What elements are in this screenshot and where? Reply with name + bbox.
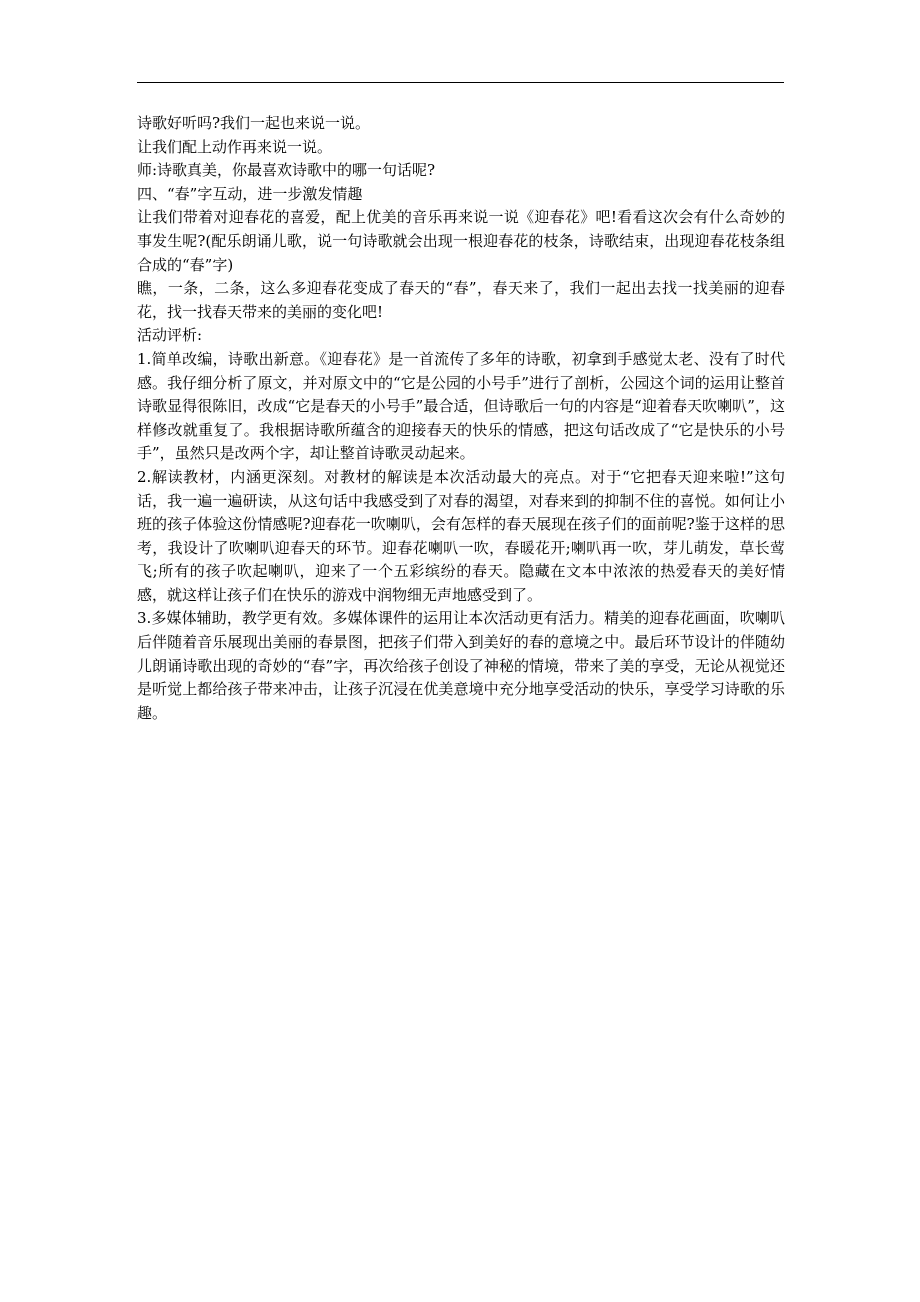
document-body — [137, 112, 785, 725]
paragraph: 1.简单改编，诗歌出新意。《迎春花》是一首流传了多年的诗歌，初拿到手感觉太老、没有了时代感。我仔细分析了原文，并对原文中的“它是公园的小号手”进行了剖析，公园这个词的运用让整首诗歌显得很陈旧，改成“它是春天的小号手”最合适，但诗歌后一句的内容是“迎着春天吹喇叭”，这样修改就重复了。我根据诗歌所蕴含的迎接春天的快乐的情感，把这句话改成了“它是快乐的小号手”，虽然只是改两个字，却让整首诗歌灵动起来。 — [137, 349, 785, 463]
paragraph: 3.多媒体辅助，教学更有效。多媒体课件的运用让本次活动更有活力。精美的迎春花画面，吹喇叭后伴随着音乐展现出美丽的春景图，把孩子们带入到美好的春的意境之中。最后环节设计的伴随幼儿朗诵诗歌出现的奇妙的“春”字，再次给孩子创设了神秘的情境，带来了美的享受，无论从视觉还是听觉上都给孩子带来冲击，让孩子沉浸在优美意境中充分地享受活动的快乐，享受学习诗歌的乐趣。 — [137, 609, 785, 722]
paragraph: 让我们带着对迎春花的喜爱，配上优美的音乐再来说一说《迎春花》吧!看看这次会有什么奇妙的事发生呢?(配乐朗诵儿歌，说一句诗歌就会出现一根迎春花的枝条，诗歌结束，出现迎春花枝条组合成的“春”字) — [137, 208, 785, 274]
paragraph-line: 师:诗歌真美，你最喜欢诗歌中的哪一句话呢? — [137, 161, 436, 180]
section-heading: 活动评析: — [137, 326, 203, 345]
section-heading: 四、“春”字互动，进一步激发情趣 — [137, 184, 363, 203]
paragraph-line: 让我们配上动作再来说一说。 — [137, 137, 333, 156]
paragraph: 2.解读教材，内涵更深刻。对教材的解读是本次活动最大的亮点。对于“它把春天迎来啦!”这句话，我一遍一遍研读，从这句话中我感受到了对春的渴望，对春来到的抑制不住的喜悦。如何让小班的孩子体验这份情感呢?迎春花一吹喇叭，会有怎样的春天展现在孩子们的面前呢?鉴于这样的思考，我设计了吹喇叭迎春天的环节。迎春花喇叭一吹，春暖花开;喇叭再一吹，芽儿萌发，草长莺飞;所有的孩子吹起喇叭，迎来了一个五彩缤纷的春天。隐藏在文本中浓浓的热爱春天的美好情感，就这样让孩子们在快乐的游戏中润物细无声地感受到了。 — [137, 467, 785, 604]
header-rule — [137, 82, 784, 83]
paragraph: 瞧，一条，二条，这么多迎春花变成了春天的“春”，春天来了，我们一起出去找一找美丽的迎春花，找一找春天带来的美丽的变化吧! — [137, 279, 785, 321]
paragraph-line: 诗歌好听吗?我们一起也来说一说。 — [137, 114, 371, 132]
